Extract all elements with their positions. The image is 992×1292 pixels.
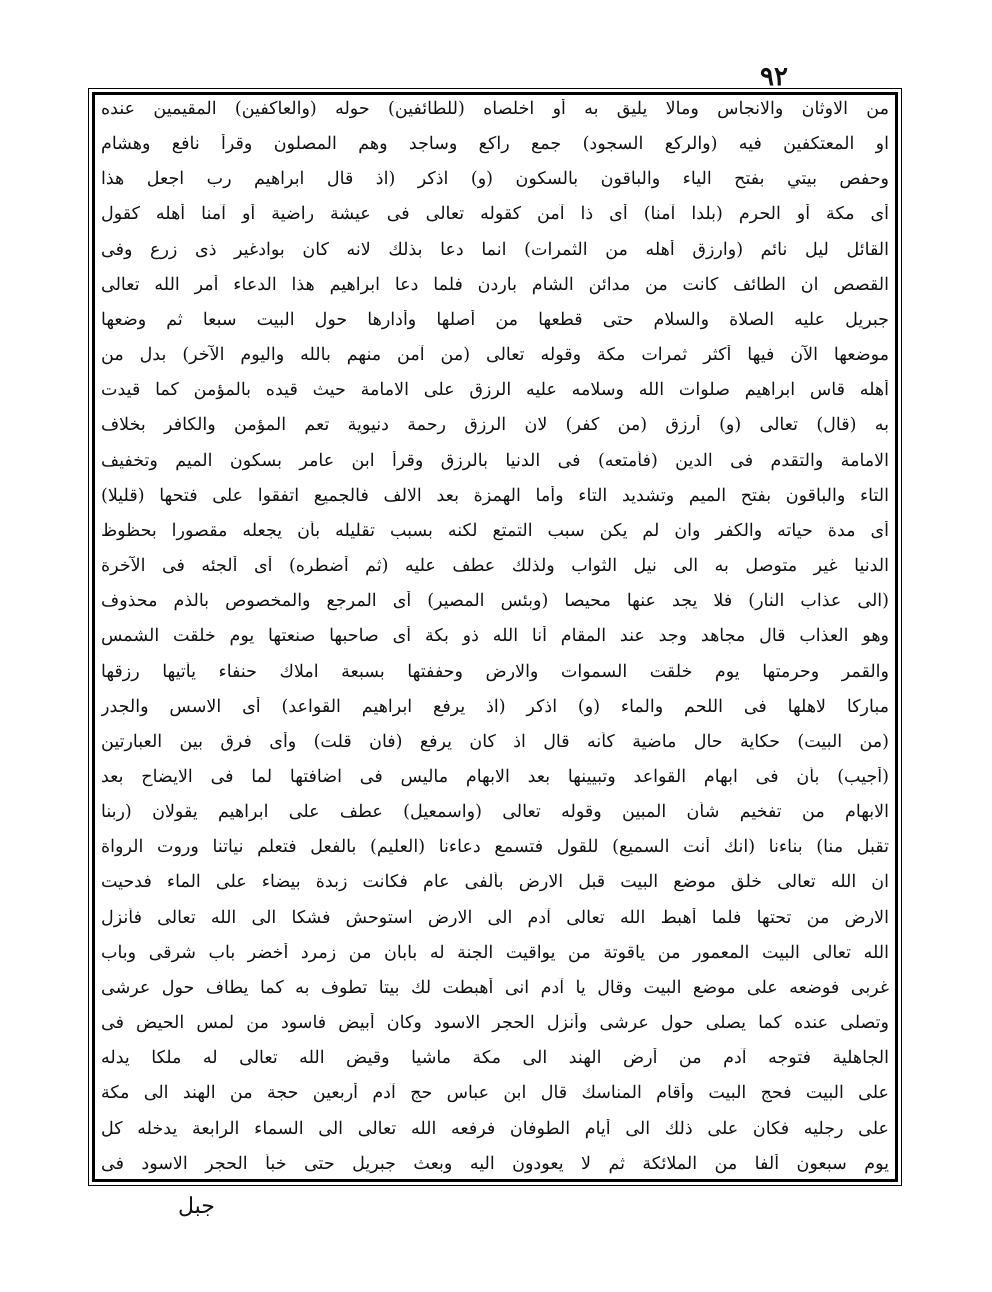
text-line: غربى فوضعه على موضع البيت وقال يا آدم انى أهبطت لك بيتا تطوف به كما يطاف حول عرشى	[101, 977, 889, 998]
text-line: القصص ان الطائف كانت من مدائن الشام باردن فلما دعا ابراهيم هذا الدعاء أمر الله تعالى	[101, 274, 889, 295]
text-line: القائل ليل نائم (وارزق أهله من الثمرات) انما دعا بذلك لانه كان بوادغير ذى زرع وفى	[101, 239, 889, 260]
text-line: والقمر وحرمتها يوم خلقت السموات والارض وحففتها بسبعة املاك حنفاء يأتيها رزقها	[101, 661, 889, 682]
text-line: او المعتكفين فيه (والركع السجود) جمع راكع وساجد وهم المصلون وقرأ نافع وهشام	[101, 134, 889, 155]
text-line: وتصلى عنده كما يصلى حول عرشى وأنزل الحجر الاسود وكان أبيض فاسود من لمس الحيض فى	[101, 1013, 889, 1034]
text-line: الامامة والتقدم فى الدين (فأمتعه) فى الدنيا بالرزق وقرأ ابن عامر بسكون الميم وتخفيف	[101, 450, 889, 471]
text-frame	[92, 92, 898, 1182]
text-line: وهو العذاب قال مجاهد وجد عند المقام أنا الله ذو بكة أى صاحبها صنعتها يوم خلقت الشمس	[101, 626, 889, 647]
text-line: (من البيت) حكاية حال ماضية كأنه قال اذ كان يرفع (فان قلت) وأى فرق بين العبارتين	[101, 731, 889, 752]
text-line: موضعها الآن فيها أكثر ثمرات مكة وقوله تعالى (من آمن منهم بالله واليوم الآخر) بدل من	[101, 345, 889, 366]
text-line: من الاوثان والانجاس ومالا يليق به أو اخلصاه (للطائفين) حوله (والعاكفين) المقيمين عنده	[101, 99, 889, 119]
catchword: جبل	[178, 1194, 215, 1219]
text-line: ان الله تعالى خلق موضع البيت قبل الارض بألفى عام فكانت زبدة بيضاء على الماء فدحيت	[101, 872, 889, 893]
text-line: على رجليه فكان على ذلك الى أيام الطوفان فرفعه الله تعالى الى السماء الرابعة يدخله كل	[101, 1118, 889, 1139]
text-line: أى مكة أو الحرم (بلدا آمنا) أى ذا آمن كقوله تعالى فى عيشة راضية أو آمنا أهله كقول	[101, 204, 889, 225]
text-line: مباركا لاهلها فى اللحم والماء (و) اذكر (اذ يرفع ابراهيم القواعد) أى الاسس والجدر	[101, 696, 889, 717]
text-body	[101, 99, 889, 1175]
text-line: الجاهلية فتوجه آدم من أرض الهند الى مكة ماشيا وقيض الله تعالى له ملكا يدله	[101, 1048, 889, 1069]
text-line: الارض من تحتها فلما أهبط الله تعالى آدم الى الارض استوحش فشكا الى الله تعالى فأنزل	[101, 907, 889, 928]
text-line: (أجيب) بأن فى ابهام القواعد وتبيينها بعد الابهام ماليس فى اضافتها لما فى الايضاح بعد	[101, 766, 889, 787]
text-line: جبريل عليه الصلاة والسلام حتى قطعها من أصلها وأدارها حول البيت سبعا ثم وضعها	[101, 309, 889, 330]
text-line: الابهام من تفخيم شأن المبين وقوله تعالى (واسمعيل) عطف على ابراهيم يقولان (ربنا	[101, 802, 889, 823]
text-line: (الى عذاب النار) فلا يجد عنها محيصا (وبئس المصير) أى المرجع والمخصوص بالذم محذوف	[101, 591, 889, 612]
text-line: الدنيا غير متوصل به الى نيل الثواب ولذلك عطف عليه (ثم أضطره) أى ألجئه فى الآخرة	[101, 556, 889, 577]
text-line: أهله قاس ابراهيم صلوات الله وسلامه عليه الرزق على الامامة حيث قيده بالمؤمن كما قيدت	[101, 380, 889, 401]
text-line: تقبل منا) بناءنا (انك أنت السميع) للقول فتسمع دعاءنا (العليم) بالفعل فتعلم نياتنا وروت الرواة	[101, 837, 889, 858]
text-line: أى مدة حياته والكفر وان لم يكن سبب التمتع لكنه بسبب تقليله بأن يجعله مقصورا بحظوظ	[101, 520, 889, 541]
text-line: على البيت فحج البيت وأقام المناسك قال ابن عباس حج آدم أربعين حجة من الهند الى مكة	[101, 1083, 889, 1104]
text-line: به (قال) تعالى (و) أرزق (من كفر) لان الرزق رحمة دنيوية تعم المؤمن والكافر بخلاف	[101, 415, 889, 436]
text-line: الله تعالى البيت المعمور من ياقوتة من يواقيت الجنة له بابان من زمرد أخضر باب شرقى وباب	[101, 942, 889, 963]
text-line: يوم سبعون ألفا من الملائكة ثم لا يعودون اليه وبعث جبريل حتى خبأ الحجر الاسود فى	[101, 1153, 889, 1174]
page-number: ٩٢	[760, 62, 788, 92]
text-line: وحفص بيتي بفتح الياء والباقون بالسكون (و) اذكر (اذ قال ابراهيم رب اجعل هذا	[101, 169, 889, 190]
text-line: التاء والباقون بفتح الميم وتشديد التاء وأما الهمزة بعد الالف فالجميع اتفقوا على فتحها (قليلا)	[101, 485, 889, 506]
